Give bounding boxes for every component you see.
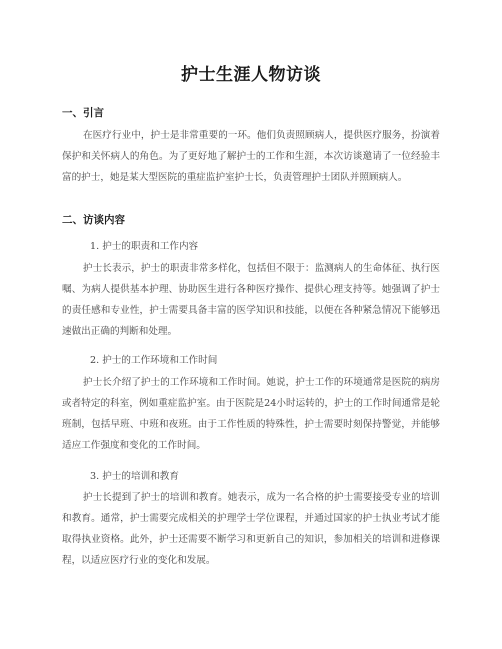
subheading-environment: 2. 护士的工作环境和工作时间 (90, 355, 218, 366)
section-heading-intro: 一、引言 (62, 107, 104, 119)
paragraph-duties: 护士长表示，护士的职责非常多样化，包括但不限于：监测病人的生命体征、执行医嘱、为病人提供基本护理、协助医生进行各种医疗操作、提供心理支持等。她强调了护士的责任感和专业性，护士需要具备丰富的医学知识和技能，以便在各种紧急情况下能够迅速做出正确的判断和处理。 (62, 263, 440, 337)
paragraph-environment: 护士长介绍了护士的工作环境和工作时间。她说，护士工作的环境通常是医院的病房或者特定的科室，例如重症监护室。由于医院是24小时运转的，护士的工作时间通常是轮班制，包括早班、中班和夜班。由于工作性质的特殊性，护士需要时刻保持警觉，并能够适应工作强度和变化的工作时间。 (62, 377, 440, 451)
section-heading-interview: 二、访谈内容 (62, 214, 125, 226)
subheading-duties: 1. 护士的职责和工作内容 (90, 241, 199, 252)
subheading-training: 3. 护士的培训和教育 (90, 471, 179, 482)
intro-paragraph: 在医疗行业中，护士是非常重要的一环。他们负责照顾病人，提供医疗服务，扮演着保护和关怀病人的角色。为了更好地了解护士的工作和生涯，本次访谈邀请了一位经验丰富的护士，她是某大型医院的重症监护室护士长，负责管理护士团队并照顾病人。 (62, 130, 440, 183)
paragraph-training: 护士长提到了护士的培训和教育。她表示，成为一名合格的护士需要接受专业的培训和教育。通常，护士需要完成相关的护理学士学位课程，并通过国家的护士执业考试才能取得执业资格。此外，护士还需要不断学习和更新自己的知识，参加相关的培训和进修课程，以适应医疗行业的变化和发展。 (62, 492, 440, 566)
page-title: 护士生涯人物访谈 (181, 65, 321, 85)
